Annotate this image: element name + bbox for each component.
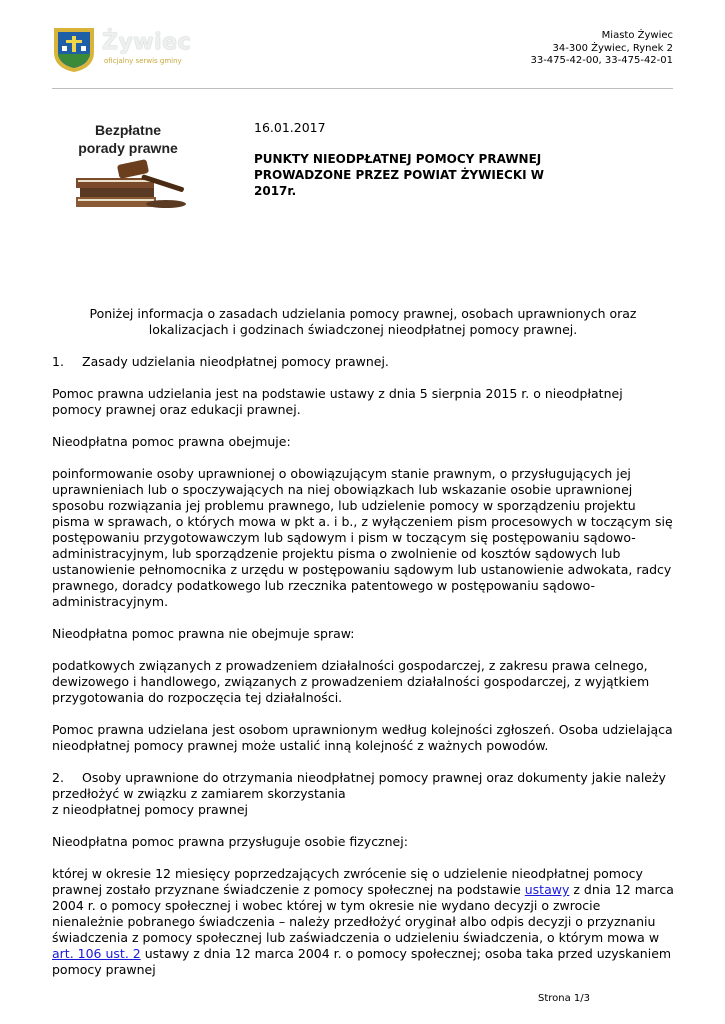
- logo-tagline: oficjalny serwis gminy: [104, 57, 182, 65]
- section-1-number: 1.: [52, 354, 64, 369]
- address-city: Miasto Żywiec: [601, 30, 673, 41]
- address-street: 34-300 Żywiec, Rynek 2: [552, 42, 673, 54]
- includes-paragraph: poinformowanie osoby uprawnionej o obowiązującym stanie prawnym, o przysługujących jej uprawnieniach lub o spoczywających na niej obowiązkach lub wskazanie osobie uprawnionej sposobu rozwiązania jej problemu prawnego, lub udzielenie pomocy w sporządzeniu projektu pisma w sprawach, o których mowa w pkt a. i b., z wyłączeniem pism procesowych w toczącym się postępowaniu przygotowawczym lub sądowym i pism w toczącym się postępowaniu sądowo-administracyjnym, lub sporządzenie projektu pisma o zwolnienie od kosztów sądowych lub ustanowienie pełnomocnika z urzędu w postępowaniu sądowym lub ustanowienie adwokata, radcy prawnego, doradcy podatkowego lub rzecznika patentowego w postępowaniu sądowo-administracyjnym.: [52, 466, 673, 609]
- legal-basis-paragraph: Pomoc prawna udzielania jest na podstawie ustawy z dnia 5 sierpnia 2015 r. o nieodpłatnej pomocy prawnej oraz edukacji prawnej.: [52, 386, 623, 417]
- intro-paragraph: Poniżej informacja o zasadach udzielania pomocy prawnej, osobach uprawnionych oraz lokalizacjach i godzinach świadczonej nieodpłatnej pomocy prawnej.: [89, 306, 637, 337]
- coat-of-arms-icon: [50, 24, 98, 74]
- excludes-heading: Nieodpłatna pomoc prawna nie obejmuje spraw:: [52, 626, 355, 641]
- article-body: [52, 306, 674, 994]
- section-1-heading: [52, 354, 674, 370]
- ustawy-link[interactable]: ustawy: [524, 882, 570, 897]
- section-2-number: 2.: [52, 770, 64, 785]
- eligible-heading: Nieodpłatna pomoc prawna przysługuje osobie fizycznej:: [52, 834, 408, 849]
- eligible-text-1: której w okresie 12 miesięcy poprzedzających zwrócenie się o udzielenie nieodpłatnej pomocy prawnej zostało przyznane świadczenie z pomocy społecznej na podstawie: [52, 866, 643, 897]
- includes-heading: Nieodpłatna pomoc prawna obejmuje:: [52, 434, 291, 449]
- eligible-text-2: z dnia 12 marca 2004 r. o pomocy społecznej i wobec której w tym okresie nie wydano decyzji o zwrocie nienależnie pobranego świadczenia – należy przedłożyć oryginał albo odpis decyzji o przyznaniu świadczenia z pomocy społecznej lub zaświadczenia o udzieleniu świadczenia, o którym mowa w: [52, 882, 674, 945]
- section-1-title: Zasady udzielania nieodpłatnej pomocy prawnej.: [82, 354, 389, 369]
- section-2-title-b: z nieodpłatnej pomocy prawnej: [52, 802, 249, 817]
- section-2-heading: [52, 770, 674, 818]
- eligible-paragraph: [52, 866, 674, 978]
- thumbnail-line2: porady prawne: [78, 140, 178, 156]
- header-address: [530, 30, 673, 68]
- page-number: Strona 1/3: [538, 993, 591, 1004]
- section-2-title-a: Osoby uprawnione do otrzymania nieodpłatnej pomocy prawnej oraz dokumenty jakie należy przedłożyć w związku z zamiarem skorzystania: [52, 770, 666, 801]
- order-paragraph: Pomoc prawna udzielana jest osobom uprawnionym według kolejności zgłoszeń. Osoba udzielająca nieodpłatnej pomocy prawnej może ustalić inną kolejność z ważnych powodów.: [52, 722, 673, 753]
- eligible-text-3: ustawy z dnia 12 marca 2004 r. o pomocy społecznej; osoba taka przed uzyskaniem pomocy prawnej: [52, 946, 672, 977]
- excludes-paragraph: podatkowych związanych z prowadzeniem działalności gospodarczej, z zakresu prawa celnego, dewizowego i handlowego, związanych z prowadzeniem działalności gospodarczej, z wyjątkiem przygotowania do rozpoczęcia tej działalności.: [52, 658, 650, 705]
- article-title: PUNKTY NIEODPŁATNEJ POMOCY PRAWNEJ PROWADZONE PRZEZ POWIAT ŻYWIECKI W 2017r.: [254, 152, 545, 198]
- thumbnail-line1: Bezpłatne: [94, 122, 162, 138]
- site-logo[interactable]: [50, 24, 200, 78]
- art-106-link[interactable]: art. 106 ust. 2: [52, 946, 141, 961]
- article-thumbnail: [58, 118, 198, 213]
- article-date: 16.01.2017: [254, 120, 326, 135]
- header-divider: [52, 88, 673, 89]
- address-phones: 33-475-42-00, 33-475-42-01: [530, 55, 673, 66]
- logo-wordmark: Żywiec: [102, 30, 192, 55]
